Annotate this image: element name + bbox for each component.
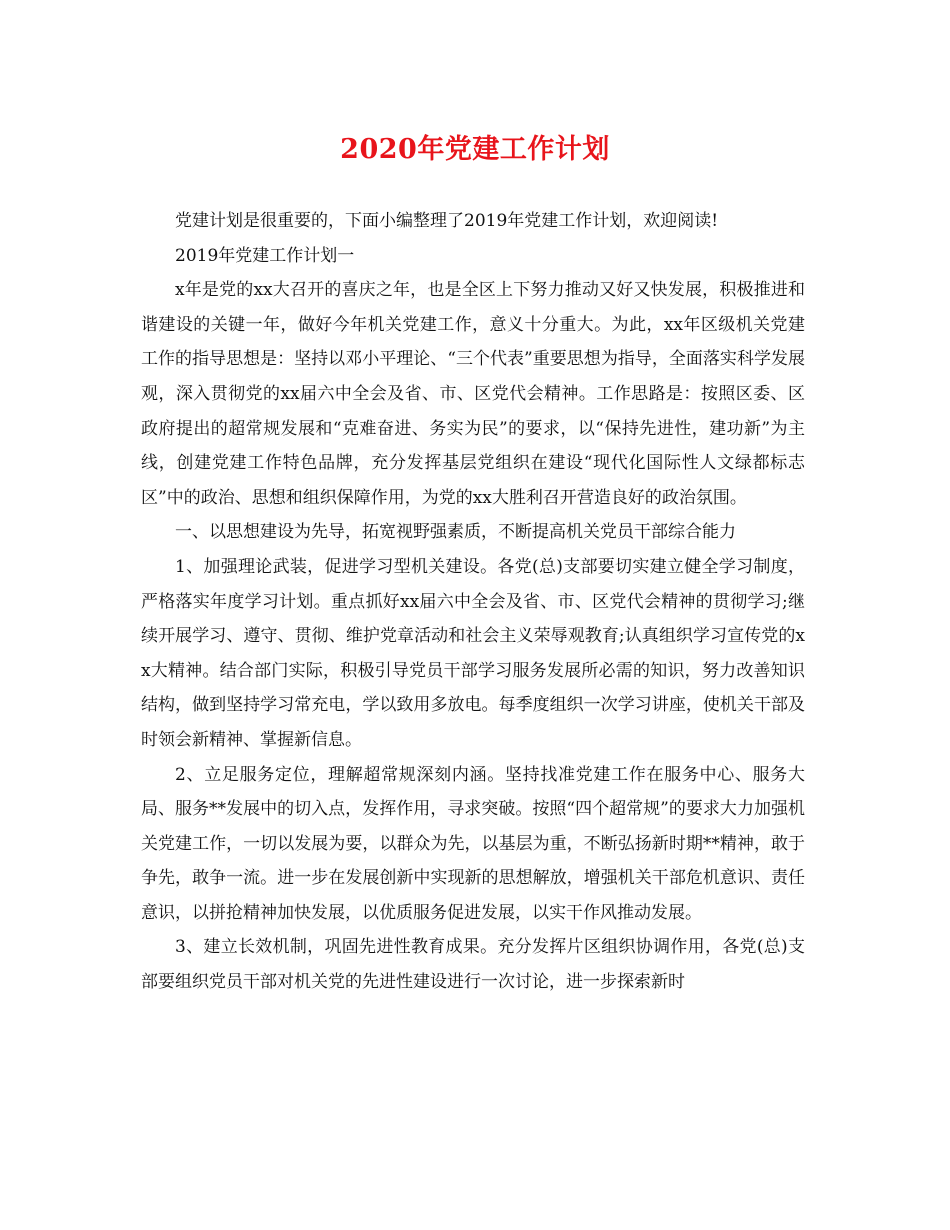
paragraph-item-2: 2、立足服务定位，理解超常规深刻内涵。坚持找准党建工作在服务中心、服务大局、服务**发展中的切入点，发挥作用，寻求突破。按照“四个超常规”的要求大力加强机关党建工作，一切以发展为要，以群众为先，以基层为重，不断弘扬新时期**精神，敢于争先，敢争一流。进一步在发展创新中实现新的思想解放，增强机关干部危机意识、责任意识，以拼抢精神加快发展，以优质服务促进发展，以实干作风推动发展。	[141, 764, 805, 923]
paragraph-item-3: 3、建立长效机制，巩固先进性教育成果。充分发挥片区组织协调作用，各党(总)支部要组织党员干部对机关党的先进性建设进行一次讨论，进一步探索新时	[141, 937, 805, 993]
section-heading-ideology: 一、以思想建设为先导，拓宽视野强素质，不断提高机关党员干部综合能力	[175, 522, 736, 543]
document-body	[141, 204, 805, 1000]
paragraph-item-1: 1、加强理论武装，促进学习型机关建设。各党(总)支部要切实建立健全学习制度，严格落实年度学习计划。重点抓好xx届六中全会及省、市、区党代会精神的贯彻学习;继续开展学习、遵守、贯彻、维护党章活动和社会主义荣辱观教育;认真组织学习宣传党的xx大精神。结合部门实际，积极引导党员干部学习服务发展所必需的知识，努力改善知识结构，做到坚持学习常充电，学以致用多放电。每季度组织一次学习讲座，使机关干部及时领会新精神、掌握新信息。	[141, 556, 805, 750]
paragraph-intro: 党建计划是很重要的，下面小编整理了2019年党建工作计划，欢迎阅读!	[175, 211, 719, 231]
document-title: 2020年党建工作计划	[340, 134, 610, 165]
paragraph-plan-heading: 2019年党建工作计划一	[175, 245, 355, 266]
paragraph-guiding-thought: x年是党的xx大召开的喜庆之年，也是全区上下努力推动又好又快发展，积极推进和谐建设的关键一年，做好今年机关党建工作，意义十分重大。为此，xx年区级机关党建工作的指导思想是：坚持以邓小平理论、“三个代表”重要思想为指导，全面落实科学发展观，深入贯彻党的xx届六中全会及省、市、区党代会精神。工作思路是：按照区委、区政府提出的超常规发展和“克难奋进、务实为民”的要求，以“保持先进性，建功新”为主线，创建党建工作特色品牌，充分发挥基层党组织在建设“现代化国际性人文绿都标志区”中的政治、思想和组织保障作用，为党的xx大胜利召开营造良好的政治氛围。	[141, 280, 805, 508]
